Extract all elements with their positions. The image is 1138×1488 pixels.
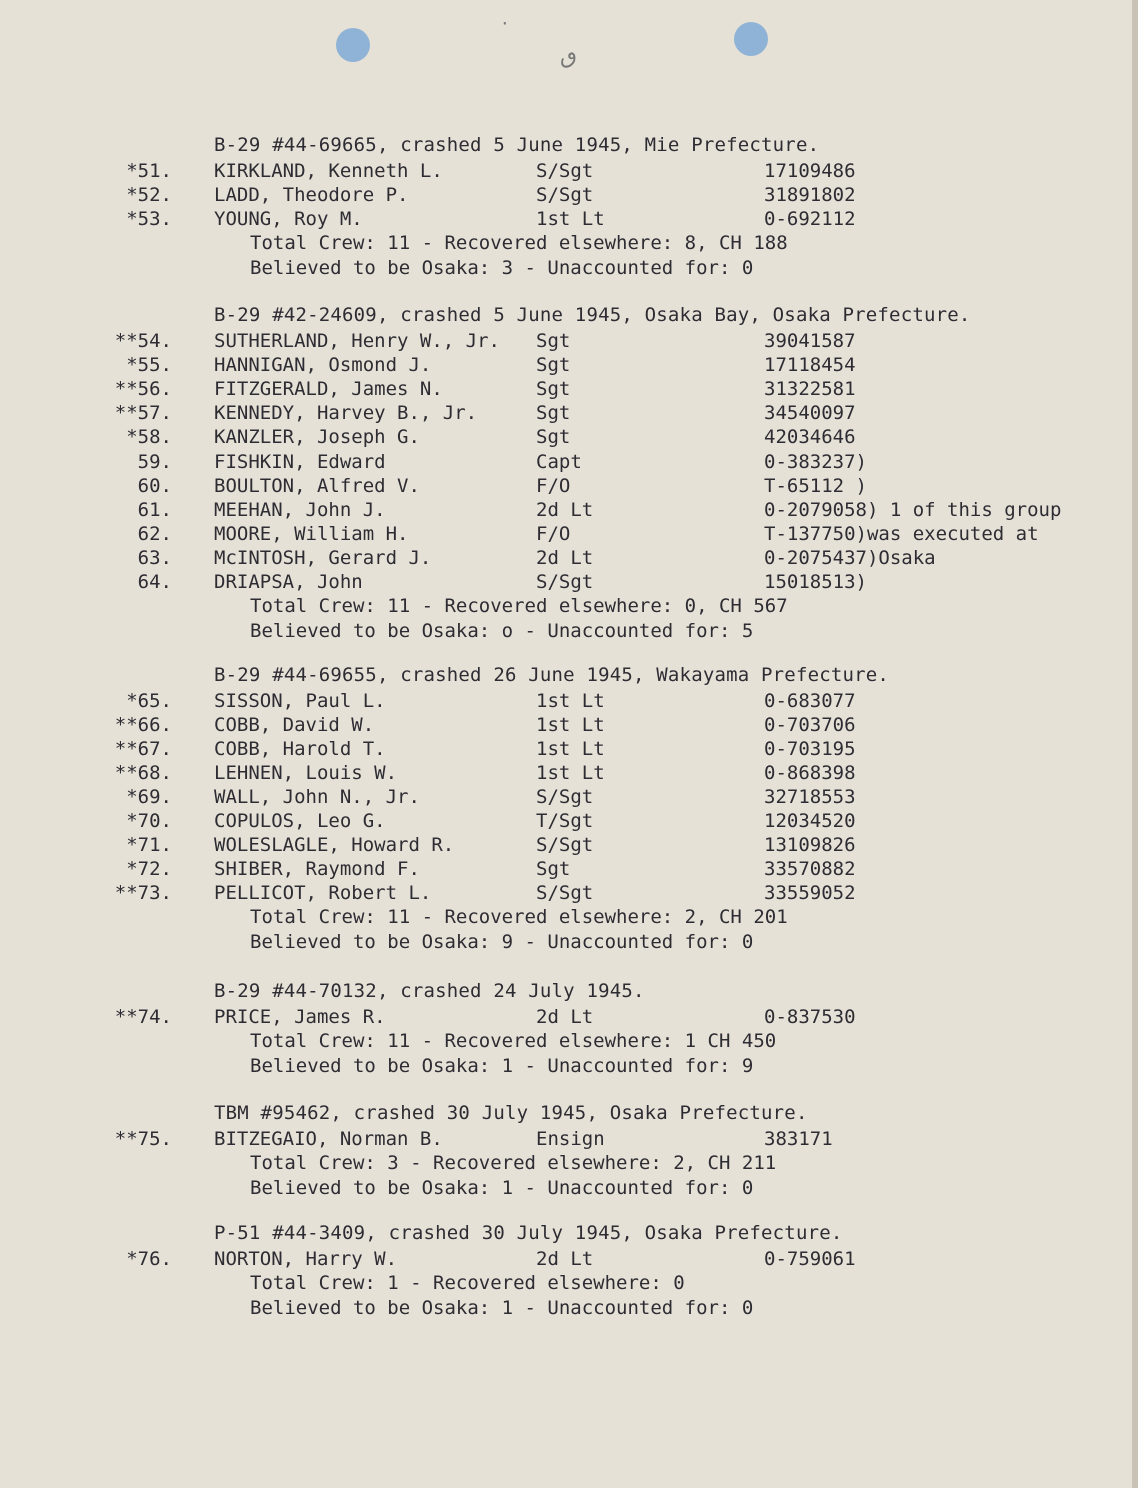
crew-number: **56.: [114, 378, 172, 400]
crew-rank: Sgt: [536, 354, 571, 376]
crew-name: MEEHAN, John J.: [214, 499, 386, 521]
crew-rank: 2d Lt: [536, 499, 594, 521]
total-crew-line: Total Crew: 11 - Recovered elsewhere: 1 CH 450: [250, 1030, 777, 1052]
crew-name: SHIBER, Raymond F.: [214, 858, 420, 880]
crew-name: SISSON, Paul L.: [214, 690, 386, 712]
crew-name: HANNIGAN, Osmond J.: [214, 354, 432, 376]
total-crew-line: Total Crew: 11 - Recovered elsewhere: 2, CH 201: [250, 906, 788, 928]
crew-rank: Sgt: [536, 402, 571, 424]
crew-name: WALL, John N., Jr.: [214, 786, 420, 808]
total-crew-line: Total Crew: 11 - Recovered elsewhere: 8, CH 188: [250, 232, 788, 254]
crew-row: [0, 451, 1138, 475]
total-crew-line: Total Crew: 1 - Recovered elsewhere: 0: [250, 1272, 685, 1294]
crew-serial: 33570882: [764, 858, 856, 880]
crew-name: BITZEGAIO, Norman B.: [214, 1128, 443, 1150]
crew-number: 64.: [137, 571, 172, 593]
crew-name: KIRKLAND, Kenneth L.: [214, 160, 443, 182]
crew-serial: 0-2075437)Osaka: [764, 547, 936, 569]
crew-name: COBB, Harold T.: [214, 738, 386, 760]
crew-rank: 2d Lt: [536, 1006, 594, 1028]
crew-number: *69.: [126, 786, 172, 808]
crew-name: KENNEDY, Harvey B., Jr.: [214, 402, 478, 424]
crew-serial: 13109826: [764, 834, 856, 856]
crew-serial: T-65112 ): [764, 475, 867, 497]
crew-row: [0, 330, 1138, 354]
crew-name: SUTHERLAND, Henry W., Jr.: [214, 330, 500, 352]
crew-rank: F/O: [536, 523, 571, 545]
believed-osaka-line: Believed to be Osaka: 1 - Unaccounted for: 0: [250, 1177, 754, 1199]
crew-number: **73.: [114, 882, 172, 904]
crew-row: [0, 475, 1138, 499]
crew-number: 59.: [137, 451, 172, 473]
crew-name: PELLICOT, Robert L.: [214, 882, 432, 904]
crew-number: 61.: [137, 499, 172, 521]
crew-row: [0, 523, 1138, 547]
crew-number: *51.: [126, 160, 172, 182]
crew-rank: F/O: [536, 475, 571, 497]
crew-rank: S/Sgt: [536, 786, 594, 808]
crew-rank: 2d Lt: [536, 547, 594, 569]
crew-rank: 1st Lt: [536, 690, 605, 712]
crash-header: B-29 #44-70132, crashed 24 July 1945.: [214, 980, 645, 1002]
crew-name: PRICE, James R.: [214, 1006, 386, 1028]
crew-name: WOLESLAGLE, Howard R.: [214, 834, 455, 856]
crew-rank: Sgt: [536, 378, 571, 400]
crew-row: [0, 762, 1138, 786]
crew-number: **66.: [114, 714, 172, 736]
believed-osaka-line: Believed to be Osaka: 1 - Unaccounted for: 0: [250, 1297, 754, 1319]
crew-row: [0, 160, 1138, 184]
crash-header: B-29 #42-24609, crashed 5 June 1945, Osaka Bay, Osaka Prefecture.: [214, 304, 971, 326]
crew-row: [0, 882, 1138, 906]
crew-serial: 42034646: [764, 426, 856, 448]
crew-rank: S/Sgt: [536, 882, 594, 904]
crew-serial: 31322581: [764, 378, 856, 400]
crew-serial: 0-868398: [764, 762, 856, 784]
crew-serial: 17118454: [764, 354, 856, 376]
crew-row: [0, 1006, 1138, 1030]
crew-row: [0, 499, 1138, 523]
crew-name: LADD, Theodore P.: [214, 184, 409, 206]
crew-rank: Sgt: [536, 330, 571, 352]
crew-name: McINTOSH, Gerard J.: [214, 547, 432, 569]
crew-name: MOORE, William H.: [214, 523, 409, 545]
paper-mark: ٯ: [560, 44, 578, 69]
crew-rank: T/Sgt: [536, 810, 594, 832]
crew-number: 62.: [137, 523, 172, 545]
crew-name: COBB, David W.: [214, 714, 375, 736]
crew-serial: 0-703195: [764, 738, 856, 760]
punch-hole-left: [336, 28, 370, 62]
crew-number: *76.: [126, 1248, 172, 1270]
crew-row: [0, 738, 1138, 762]
crew-number: **57.: [114, 402, 172, 424]
crew-serial: 31891802: [764, 184, 856, 206]
crew-serial: 0-837530: [764, 1006, 856, 1028]
crew-serial: 0-759061: [764, 1248, 856, 1270]
crew-serial: 33559052: [764, 882, 856, 904]
crew-rank: Ensign: [536, 1128, 605, 1150]
crew-serial: 12034520: [764, 810, 856, 832]
crew-number: *58.: [126, 426, 172, 448]
crew-number: *71.: [126, 834, 172, 856]
crew-number: *65.: [126, 690, 172, 712]
crew-serial: 0-683077: [764, 690, 856, 712]
crew-number: *53.: [126, 208, 172, 230]
crash-header: TBM #95462, crashed 30 July 1945, Osaka Prefecture.: [214, 1102, 808, 1124]
paper-speck: ·: [500, 14, 510, 33]
crew-number: *55.: [126, 354, 172, 376]
crew-serial: 39041587: [764, 330, 856, 352]
crew-rank: 1st Lt: [536, 738, 605, 760]
crew-row: [0, 426, 1138, 450]
crew-serial: 383171: [764, 1128, 833, 1150]
believed-osaka-line: Believed to be Osaka: 1 - Unaccounted for: 9: [250, 1055, 754, 1077]
crew-name: BOULTON, Alfred V.: [214, 475, 420, 497]
crew-number: **68.: [114, 762, 172, 784]
crew-name: DRIAPSA, John: [214, 571, 363, 593]
crew-row: [0, 810, 1138, 834]
crew-rank: 1st Lt: [536, 208, 605, 230]
crew-number: 60.: [137, 475, 172, 497]
crash-header: B-29 #44-69655, crashed 26 June 1945, Wakayama Prefecture.: [214, 664, 890, 686]
crew-number: *72.: [126, 858, 172, 880]
crew-number: **75.: [114, 1128, 172, 1150]
crew-name: YOUNG, Roy M.: [214, 208, 363, 230]
crew-number: **74.: [114, 1006, 172, 1028]
crew-name: COPULOS, Leo G.: [214, 810, 386, 832]
crew-serial: 0-383237): [764, 451, 867, 473]
crew-row: [0, 354, 1138, 378]
crew-serial: 0-692112: [764, 208, 856, 230]
crew-serial: 15018513): [764, 571, 867, 593]
crew-number: **54.: [114, 330, 172, 352]
crew-name: KANZLER, Joseph G.: [214, 426, 420, 448]
crew-rank: 2d Lt: [536, 1248, 594, 1270]
crash-header: B-29 #44-69665, crashed 5 June 1945, Mie Prefecture.: [214, 134, 820, 156]
crew-rank: Sgt: [536, 426, 571, 448]
crew-row: [0, 858, 1138, 882]
crew-rank: S/Sgt: [536, 160, 594, 182]
crew-serial: 0-2079058) 1 of this group: [764, 499, 1062, 521]
crew-serial: 17109486: [764, 160, 856, 182]
crew-row: [0, 1128, 1138, 1152]
crew-row: [0, 714, 1138, 738]
crew-row: [0, 690, 1138, 714]
crew-number: **67.: [114, 738, 172, 760]
believed-osaka-line: Believed to be Osaka: 9 - Unaccounted for: 0: [250, 931, 754, 953]
crew-name: NORTON, Harry W.: [214, 1248, 398, 1270]
crew-row: [0, 834, 1138, 858]
crew-number: *70.: [126, 810, 172, 832]
crew-row: [0, 547, 1138, 571]
punch-hole-right: [734, 22, 768, 56]
crash-header: P-51 #44-3409, crashed 30 July 1945, Osaka Prefecture.: [214, 1222, 843, 1244]
crew-rank: 1st Lt: [536, 714, 605, 736]
crew-row: [0, 208, 1138, 232]
crew-serial: 34540097: [764, 402, 856, 424]
crew-row: [0, 402, 1138, 426]
crew-rank: Sgt: [536, 858, 571, 880]
crew-rank: S/Sgt: [536, 571, 594, 593]
crew-serial: T-137750)was executed at: [764, 523, 1039, 545]
crew-name: FISHKIN, Edward: [214, 451, 386, 473]
crew-rank: S/Sgt: [536, 184, 594, 206]
total-crew-line: Total Crew: 3 - Recovered elsewhere: 2, CH 211: [250, 1152, 777, 1174]
crew-rank: S/Sgt: [536, 834, 594, 856]
crew-row: [0, 378, 1138, 402]
crew-row: [0, 184, 1138, 208]
crew-serial: 0-703706: [764, 714, 856, 736]
crew-rank: Capt: [536, 451, 582, 473]
crew-row: [0, 786, 1138, 810]
crew-row: [0, 1248, 1138, 1272]
believed-osaka-line: Believed to be Osaka: 3 - Unaccounted for: 0: [250, 257, 754, 279]
believed-osaka-line: Believed to be Osaka: o - Unaccounted for: 5: [250, 620, 754, 642]
crew-number: 63.: [137, 547, 172, 569]
crew-rank: 1st Lt: [536, 762, 605, 784]
crew-serial: 32718553: [764, 786, 856, 808]
crew-row: [0, 571, 1138, 595]
crew-name: FITZGERALD, James N.: [214, 378, 443, 400]
total-crew-line: Total Crew: 11 - Recovered elsewhere: 0, CH 567: [250, 595, 788, 617]
crew-number: *52.: [126, 184, 172, 206]
crew-name: LEHNEN, Louis W.: [214, 762, 398, 784]
